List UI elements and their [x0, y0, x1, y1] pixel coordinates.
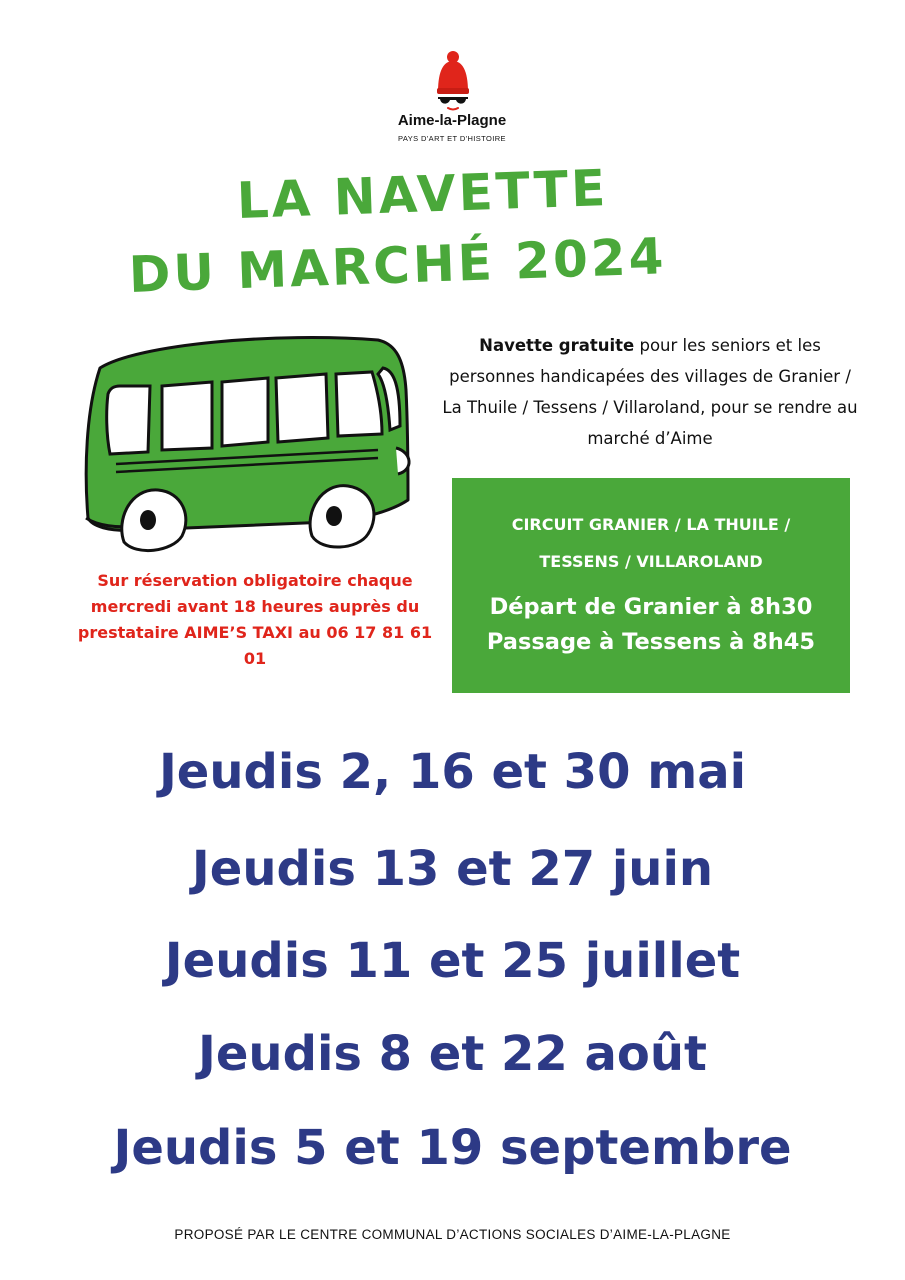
reservation-notice: Sur réservation obligatoire chaque mercredi avant 18 heures auprès du prestataire AIME’S TAXI au 06 17 81 61 01 — [77, 571, 433, 668]
date-august: Jeudis 8 et 22 août — [198, 1026, 707, 1082]
footer-credit: PROPOSÉ PAR LE CENTRE COMMUNAL D’ACTIONS SOCIALES D’AIME-LA-PLAGNE — [174, 1227, 731, 1242]
logo-name: Aime-la-Plagne — [397, 112, 507, 129]
date-july: Jeudis 11 et 25 juillet — [164, 933, 741, 989]
circuit-name: CIRCUIT GRANIER / LA THUILE / TESSENS / VILLAROLAND — [511, 515, 791, 571]
description — [440, 330, 860, 454]
description-bold: Navette gratuite — [479, 336, 635, 355]
logo-icon — [428, 50, 478, 112]
circuit-times — [452, 590, 850, 660]
bus-icon — [78, 330, 423, 555]
title-line-1: LA NAVETTE — [235, 159, 610, 230]
circuit-box — [452, 478, 850, 693]
description-text: pour les seniors et les personnes handicapées des villages de Granier / La Thuile / Tessens / Villaroland, pour se rendre au marché d’Aime — [442, 336, 858, 448]
title-line-2: DU MARCHÉ 2024 — [127, 227, 668, 304]
departure-time: Départ de Granier à 8h30 — [489, 594, 813, 620]
date-september: Jeudis 5 et 19 septembre — [113, 1120, 792, 1176]
passage-time: Passage à Tessens à 8h45 — [486, 629, 816, 655]
logo-subtitle: PAYS D'ART ET D'HISTOIRE — [398, 134, 506, 143]
date-june: Jeudis 13 et 27 juin — [191, 841, 714, 897]
date-may: Jeudis 2, 16 et 30 mai — [158, 744, 747, 800]
